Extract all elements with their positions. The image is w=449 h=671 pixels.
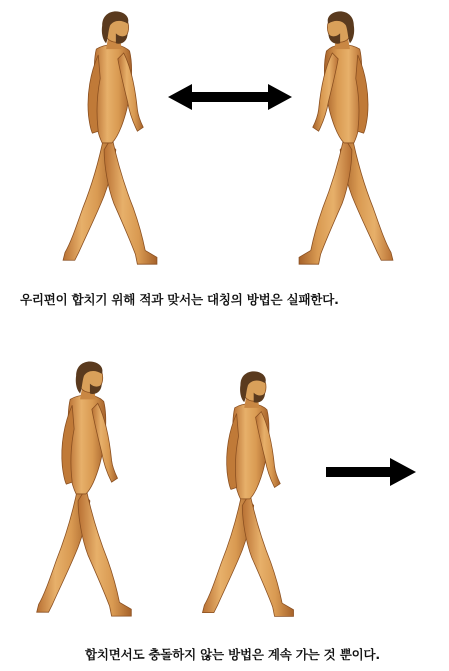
walking-man-first-figure [14,358,154,624]
walking-man-second-figure [178,368,318,624]
caption-top: 우리편이 합치기 위해 적과 맞서는 대칭의 방법은 실패한다. [20,292,339,307]
caption-bottom: 합치면서도 충돌하지 않는 방법은 계속 가는 것 뿐이다. [85,647,380,662]
walking-man-right-figure [276,8,416,272]
panel-bottom [0,340,449,671]
right-arrow-icon [326,458,416,486]
double-headed-arrow-icon [168,82,292,112]
walking-man-left-figure [40,8,180,272]
